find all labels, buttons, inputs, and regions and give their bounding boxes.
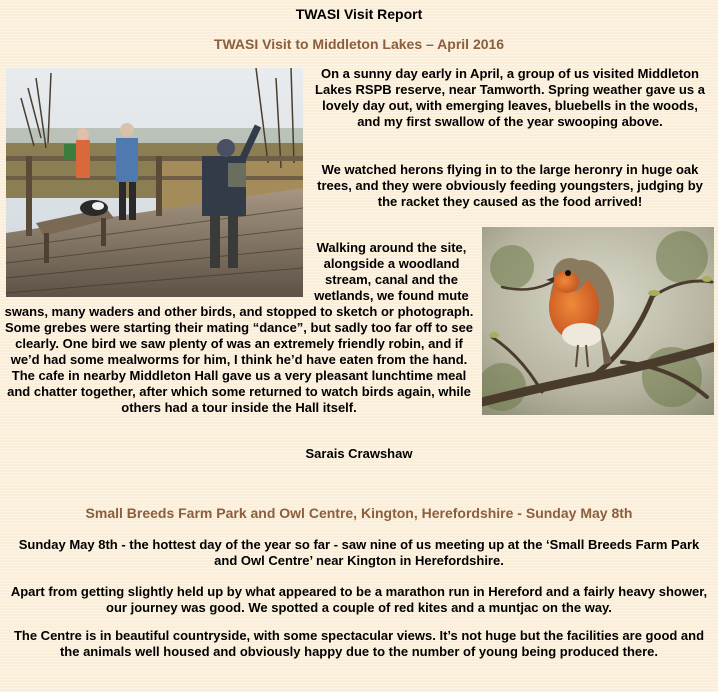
section2-paragraph-3: The Centre is in beautiful countryside, with some spectacular views. It’s not huge but the facilities are good and the animals well housed and obviously happy due to the number of young being produced there. [13,628,705,659]
section1-body-wrap [0,240,718,420]
section2-title: Small Breeds Farm Park and Owl Centre, Kington, Herefordshire - Sunday May 8th [85,505,633,521]
section1-paragraph-2: We watched herons flying in to the large heronry in huge oak trees, and they were obviously feeding youngsters, judging by the racket they caused as the food arrived! [317,162,703,209]
section1-paragraph-4: The cafe in nearby Middleton Hall gave us a very pleasant lunchtime meal and chatter together, after which some returned to watch birds again, while others had a tour inside the Hall itself. [7,368,471,415]
section2-paragraph-2: Apart from getting slightly held up by what appeared to be a marathon run in Hereford and a fairly heavy shower, our journey was good. We spotted a couple of red kites and a muntjac on the way. [10,584,708,615]
signature: Sarais Crawshaw [305,446,413,461]
robin-photo-spacer [478,240,718,420]
section1-paragraph-1: On a sunny day early in April, a group of us visited Middleton Lakes RSPB reserve, near Tamworth. Spring weather gave us a lovely day out, with emerging leaves, bluebells in the woods, and my first swallow of the year swooping above. [315,66,705,129]
report-title: TWASI Visit Report [295,6,423,22]
section2-paragraph-1: Sunday May 8th - the hottest day of the year so far - saw nine of us meeting up at the ‘Small Breeds Farm Park and Owl Centre’ near Kington in Herefordshire. [18,537,700,568]
section1-paragraph-3: Walking around the site, alongside a woodland stream, canal and the wetlands, we found mute swans, many waders and other birds, and stopped to sketch or photograph. Some grebes were starting their mating “dance”, but sadly too far off to see clearly. One bird we saw plenty of was an extremely friendly robin, and if we’d had some mealworms for him, I think he’d have eaten from the hand. [4,240,474,367]
section1-title: TWASI Visit to Middleton Lakes – April 2016 [213,36,505,52]
boardwalk-photo-spacer [0,240,305,296]
